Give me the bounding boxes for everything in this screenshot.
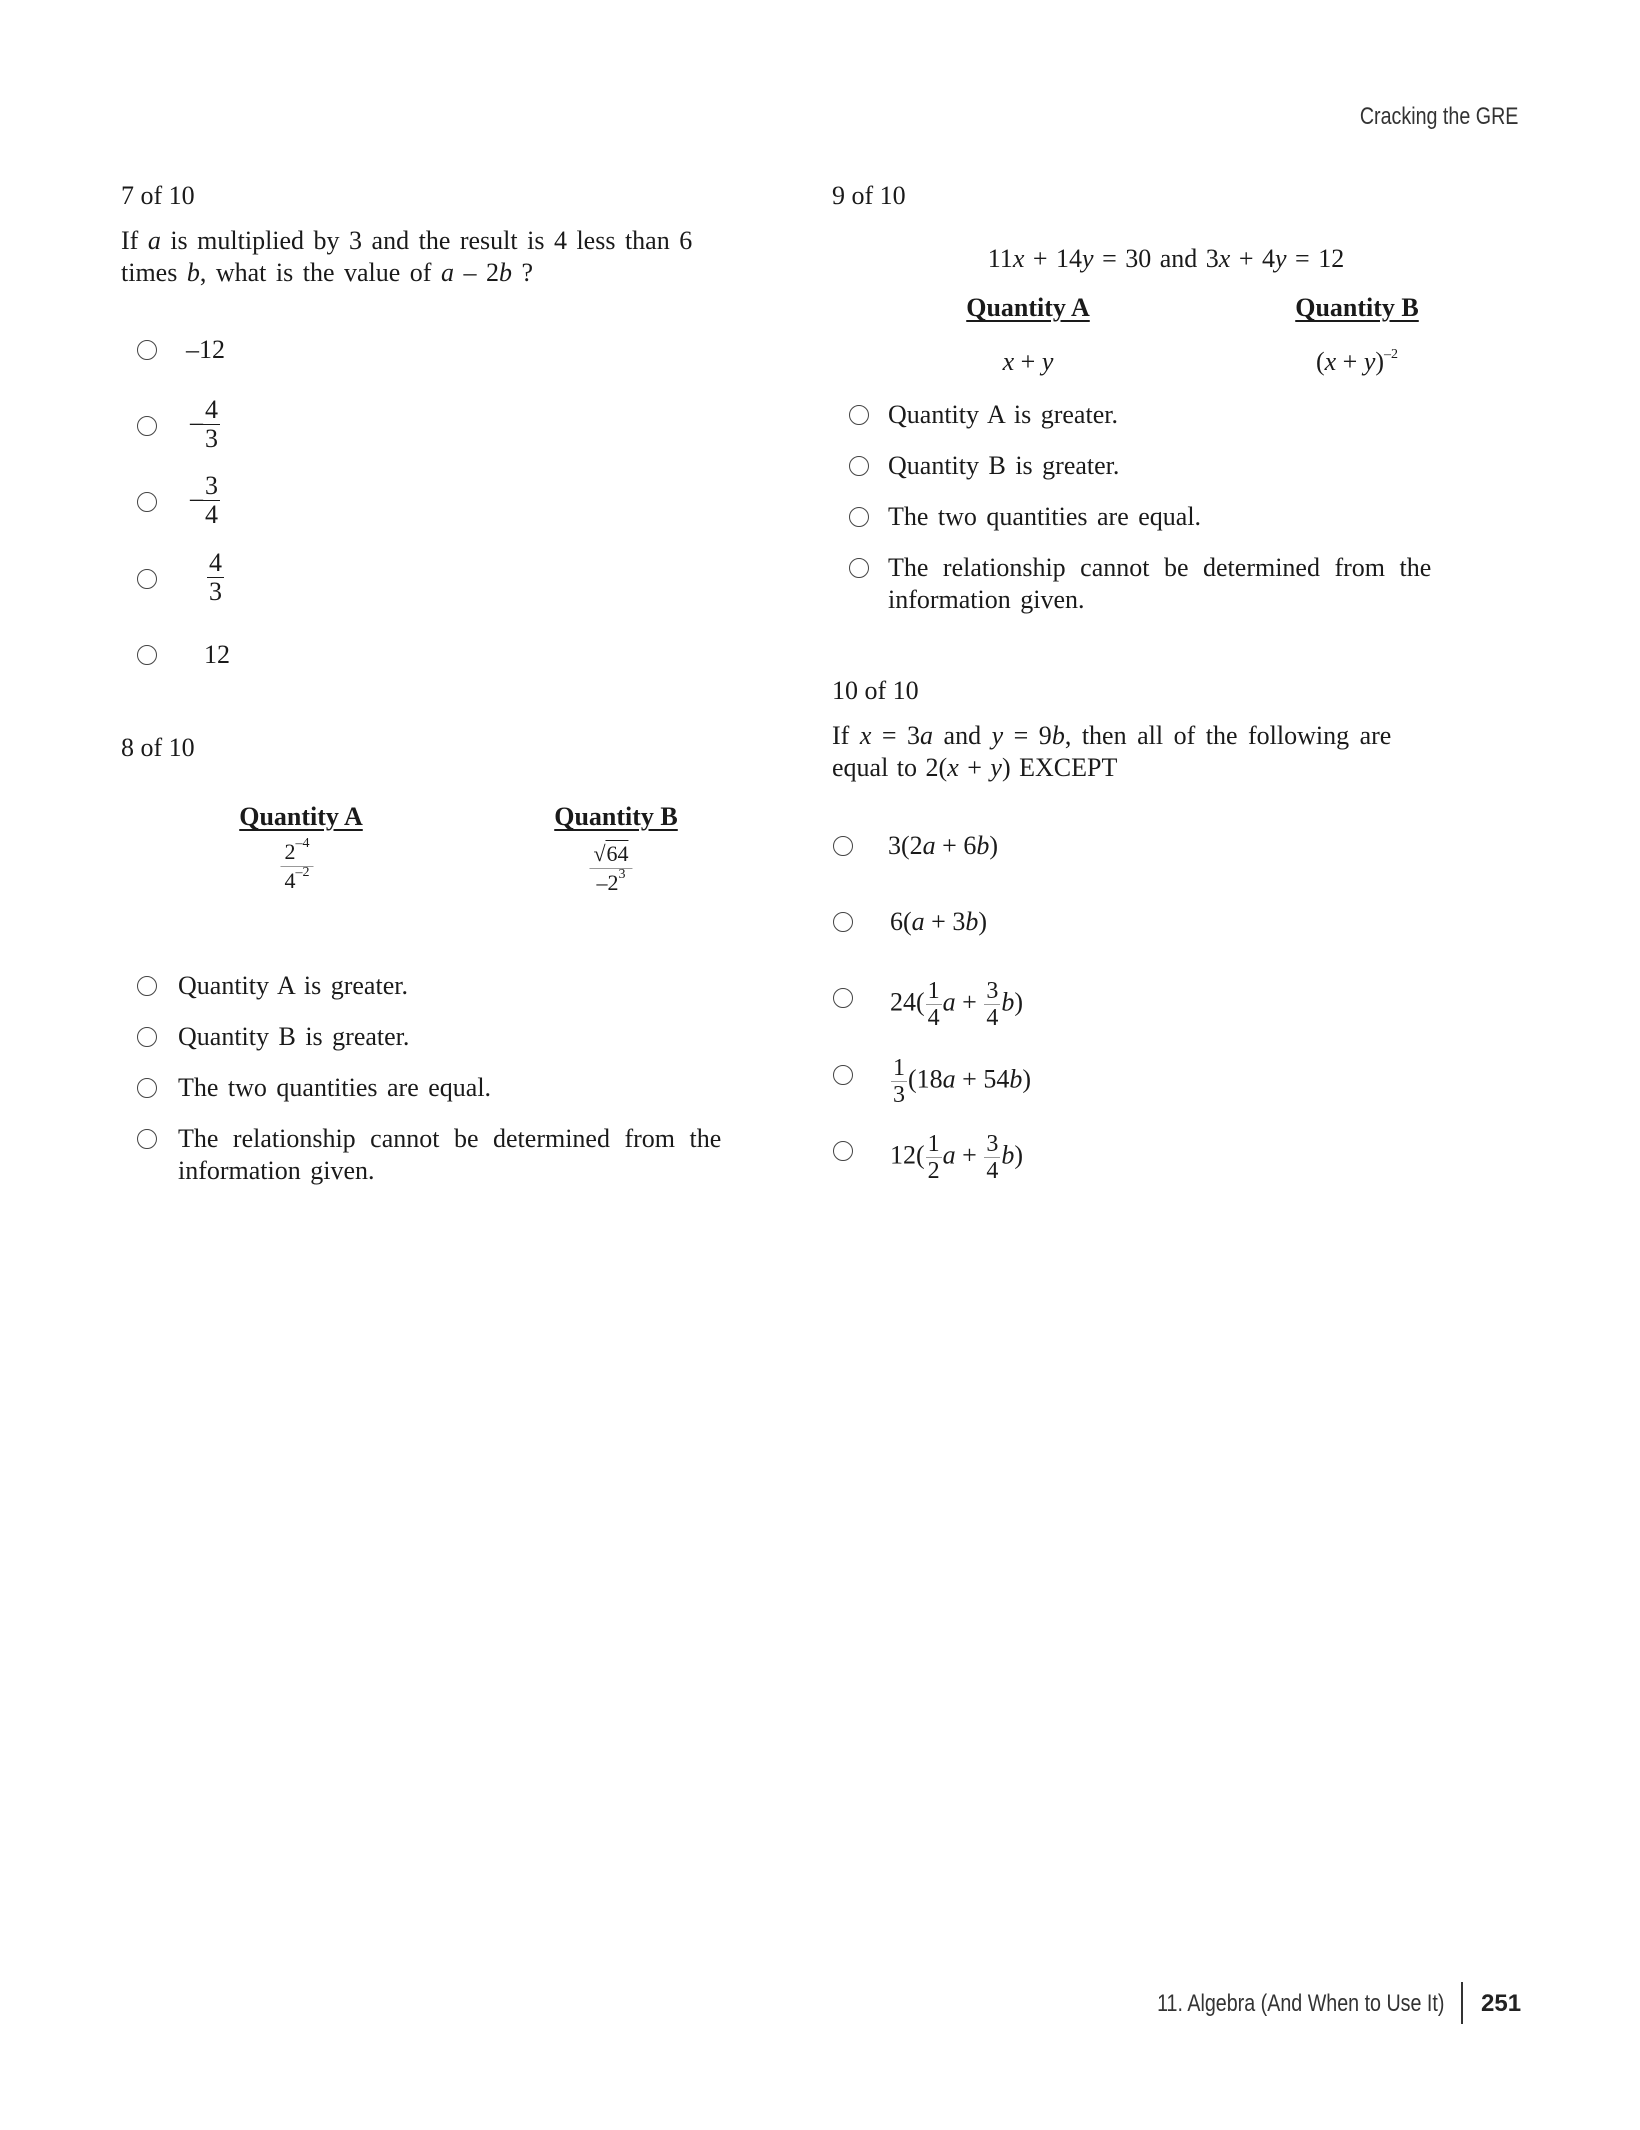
math-variable: a bbox=[147, 226, 161, 255]
question-text-line bbox=[121, 225, 692, 257]
numerator: 1 bbox=[927, 1131, 940, 1157]
answer-radio[interactable] bbox=[137, 492, 157, 512]
question-counter: 9 of 10 bbox=[832, 181, 906, 210]
question-counter: 8 of 10 bbox=[121, 733, 195, 762]
exponent: –4 bbox=[295, 836, 310, 851]
answer-radio[interactable] bbox=[137, 1129, 157, 1149]
text-segment: ( bbox=[1315, 347, 1325, 376]
denominator: 4 bbox=[205, 500, 218, 529]
answer-choice: The relationship cannot be determined from the bbox=[178, 1124, 722, 1153]
answer-radio[interactable] bbox=[849, 507, 869, 527]
denominator: 4 bbox=[986, 1005, 999, 1031]
running-header: Cracking the GRE bbox=[1359, 103, 1518, 130]
denominator: 4 bbox=[927, 1005, 940, 1031]
text-segment: ) bbox=[1375, 347, 1385, 376]
text-segment: = 30 and 3 bbox=[1093, 244, 1219, 273]
numerator: 1 bbox=[893, 1055, 905, 1081]
math-variable: a bbox=[942, 1064, 956, 1094]
variable: a bbox=[942, 1140, 956, 1170]
paren: ) bbox=[1014, 1140, 1024, 1170]
operator: + bbox=[955, 987, 984, 1017]
answer-radio[interactable] bbox=[849, 405, 869, 425]
denominator: 3 bbox=[893, 1082, 905, 1108]
text-segment: ) bbox=[989, 831, 999, 860]
text-segment: , what is the value of bbox=[199, 258, 441, 287]
answer-radio[interactable] bbox=[137, 1027, 157, 1047]
answer-radio[interactable] bbox=[833, 988, 853, 1008]
answer-choice: Quantity A is greater. bbox=[888, 400, 1118, 429]
answer-choice: 12 bbox=[204, 640, 230, 669]
text-segment: equal to 2( bbox=[832, 753, 948, 782]
quantity-b-value bbox=[1316, 346, 1398, 378]
denominator bbox=[285, 867, 310, 895]
answer-choice bbox=[890, 1131, 1023, 1184]
fraction bbox=[926, 978, 942, 1031]
quantity-a-heading: Quantity A bbox=[239, 802, 363, 831]
base: –2 bbox=[596, 870, 619, 895]
text-segment: – 2 bbox=[453, 258, 499, 287]
text-segment: times bbox=[121, 258, 187, 287]
answer-choice bbox=[888, 830, 998, 862]
math-variable: y bbox=[990, 753, 1002, 782]
exponent: –2 bbox=[295, 865, 310, 880]
text-segment: + 3 bbox=[924, 907, 966, 936]
math-variable: y bbox=[1275, 244, 1287, 273]
quantity-b-heading: Quantity B bbox=[1295, 293, 1419, 322]
answer-choice: Quantity B is greater. bbox=[178, 1022, 410, 1051]
exponent: 3 bbox=[618, 867, 626, 882]
answer-choice: –12 bbox=[186, 335, 225, 364]
minus-sign: – bbox=[190, 407, 203, 437]
text-segment: + 54 bbox=[955, 1064, 1010, 1094]
fraction bbox=[891, 1055, 907, 1108]
question-counter: 7 of 10 bbox=[121, 181, 195, 210]
text-segment: + bbox=[1014, 347, 1042, 376]
answer-choice bbox=[890, 906, 987, 938]
math-variable: x bbox=[1218, 244, 1231, 273]
fraction bbox=[207, 549, 224, 606]
variable: b bbox=[1001, 987, 1015, 1017]
text-segment: 3(2 bbox=[888, 831, 923, 860]
answer-radio[interactable] bbox=[849, 456, 869, 476]
math-variable: b bbox=[498, 258, 512, 287]
fraction bbox=[589, 840, 632, 897]
page-number: 251 bbox=[1481, 1990, 1522, 2017]
text-segment: is multiplied by 3 and the result is 4 less than 6 bbox=[160, 226, 693, 255]
answer-radio[interactable] bbox=[137, 645, 157, 665]
fraction bbox=[203, 472, 220, 529]
answer-choice: Quantity A is greater. bbox=[178, 971, 408, 1000]
variable: a bbox=[942, 987, 956, 1017]
answer-radio[interactable] bbox=[833, 1141, 853, 1161]
math-variable: a bbox=[920, 721, 934, 750]
text-segment: ? bbox=[511, 258, 533, 287]
quantity-a-value bbox=[1003, 346, 1054, 378]
text-segment: = 3 bbox=[871, 721, 921, 750]
answer-radio[interactable] bbox=[137, 416, 157, 436]
math-variable: y bbox=[1041, 347, 1054, 376]
answer-radio[interactable] bbox=[833, 1065, 853, 1085]
math-variable: a bbox=[922, 831, 936, 860]
coefficient: 12( bbox=[890, 1140, 925, 1170]
answer-radio[interactable] bbox=[849, 558, 869, 578]
numerator: 3 bbox=[986, 978, 999, 1004]
text-segment: ) bbox=[1022, 1064, 1032, 1094]
base: 2 bbox=[284, 839, 296, 864]
text-segment: If bbox=[121, 226, 148, 255]
answer-choice bbox=[890, 978, 1023, 1031]
text-segment: = 9 bbox=[1003, 721, 1052, 750]
denominator: 4 bbox=[986, 1158, 999, 1184]
math-variable: a bbox=[440, 258, 454, 287]
text-segment: + 6 bbox=[935, 831, 977, 860]
fraction bbox=[281, 838, 314, 895]
text-segment: 6( bbox=[890, 907, 912, 936]
answer-choice bbox=[190, 472, 220, 529]
math-variable: b bbox=[976, 831, 990, 860]
exponent: –2 bbox=[1384, 347, 1399, 362]
numerator: 3 bbox=[986, 1131, 999, 1157]
quantity-b-value bbox=[589, 840, 632, 897]
text-segment: + 14 bbox=[1024, 244, 1083, 273]
math-variable: x bbox=[1324, 347, 1337, 376]
math-variable: a bbox=[911, 907, 925, 936]
base bbox=[1316, 347, 1384, 376]
variable: b bbox=[1001, 1140, 1015, 1170]
text-segment: 11 bbox=[987, 244, 1013, 273]
text-segment: ) EXCEPT bbox=[1001, 753, 1118, 782]
math-variable: b bbox=[965, 907, 979, 936]
radicand: 64 bbox=[606, 841, 629, 866]
text-segment: ) bbox=[978, 907, 988, 936]
numerator: 4 bbox=[209, 548, 222, 577]
answer-radio[interactable] bbox=[833, 836, 853, 856]
base: 4 bbox=[284, 868, 296, 893]
denominator: 2 bbox=[927, 1158, 940, 1184]
question-text-line bbox=[121, 257, 533, 289]
answer-radio[interactable] bbox=[137, 569, 157, 589]
math-variable: y bbox=[1363, 347, 1376, 376]
text-segment: = 12 bbox=[1286, 244, 1345, 273]
math-variable: b bbox=[186, 258, 200, 287]
operator: + bbox=[955, 1140, 984, 1170]
paren: ) bbox=[1014, 987, 1024, 1017]
fraction bbox=[984, 1131, 1000, 1184]
answer-radio[interactable] bbox=[833, 912, 853, 932]
coefficient: 24( bbox=[890, 987, 925, 1017]
given-equations bbox=[988, 243, 1344, 275]
question-text-line bbox=[832, 720, 1391, 752]
answer-choice-continued: information given. bbox=[888, 585, 1085, 614]
chapter-title: 11. Algebra (And When to Use It) bbox=[1156, 1990, 1444, 2017]
text-segment: + 4 bbox=[1230, 244, 1276, 273]
math-variable: x bbox=[1012, 244, 1025, 273]
math-variable: b bbox=[1009, 1064, 1023, 1094]
answer-choice-continued: information given. bbox=[178, 1156, 375, 1185]
question-text-line bbox=[832, 752, 1117, 784]
footer-divider bbox=[1461, 1982, 1463, 2024]
answer-choice bbox=[190, 396, 220, 453]
fraction bbox=[984, 978, 1000, 1031]
numerator bbox=[281, 838, 314, 867]
answer-radio[interactable] bbox=[137, 976, 157, 996]
text-segment: + bbox=[1336, 347, 1364, 376]
denominator: 3 bbox=[209, 577, 222, 606]
fraction bbox=[203, 396, 220, 453]
quantity-b-heading: Quantity B bbox=[554, 802, 678, 831]
answer-choice: The two quantities are equal. bbox=[178, 1073, 492, 1102]
answer-radio[interactable] bbox=[137, 1078, 157, 1098]
quantity-a-value bbox=[281, 838, 314, 895]
denominator bbox=[596, 869, 625, 897]
text-segment: (18 bbox=[908, 1064, 943, 1094]
math-variable: y bbox=[1082, 244, 1094, 273]
math-variable: x bbox=[1002, 347, 1015, 376]
numerator: 3 bbox=[205, 471, 218, 500]
answer-radio[interactable] bbox=[137, 340, 157, 360]
text-segment: , then all of the following are bbox=[1064, 721, 1392, 750]
answer-choice bbox=[207, 549, 224, 606]
fraction bbox=[926, 1131, 942, 1184]
answer-choice: The two quantities are equal. bbox=[888, 502, 1202, 531]
text-segment: + bbox=[958, 753, 991, 782]
denominator: 3 bbox=[205, 424, 218, 453]
question-counter: 10 of 10 bbox=[832, 676, 919, 705]
numerator: 1 bbox=[927, 978, 940, 1004]
answer-choice: The relationship cannot be determined from the bbox=[888, 553, 1432, 582]
quantity-a-heading: Quantity A bbox=[966, 293, 1090, 322]
math-variable: x bbox=[947, 753, 959, 782]
math-variable: b bbox=[1051, 721, 1065, 750]
text-segment: If bbox=[832, 721, 860, 750]
minus-sign: – bbox=[190, 483, 203, 513]
answer-choice: Quantity B is greater. bbox=[888, 451, 1120, 480]
answer-choice bbox=[890, 1055, 1031, 1108]
text-segment: and bbox=[933, 721, 992, 750]
math-variable: y bbox=[991, 721, 1004, 750]
numerator: √64 bbox=[589, 840, 632, 869]
expression bbox=[908, 1064, 1031, 1093]
numerator: 4 bbox=[205, 395, 218, 424]
math-variable: x bbox=[859, 721, 872, 750]
